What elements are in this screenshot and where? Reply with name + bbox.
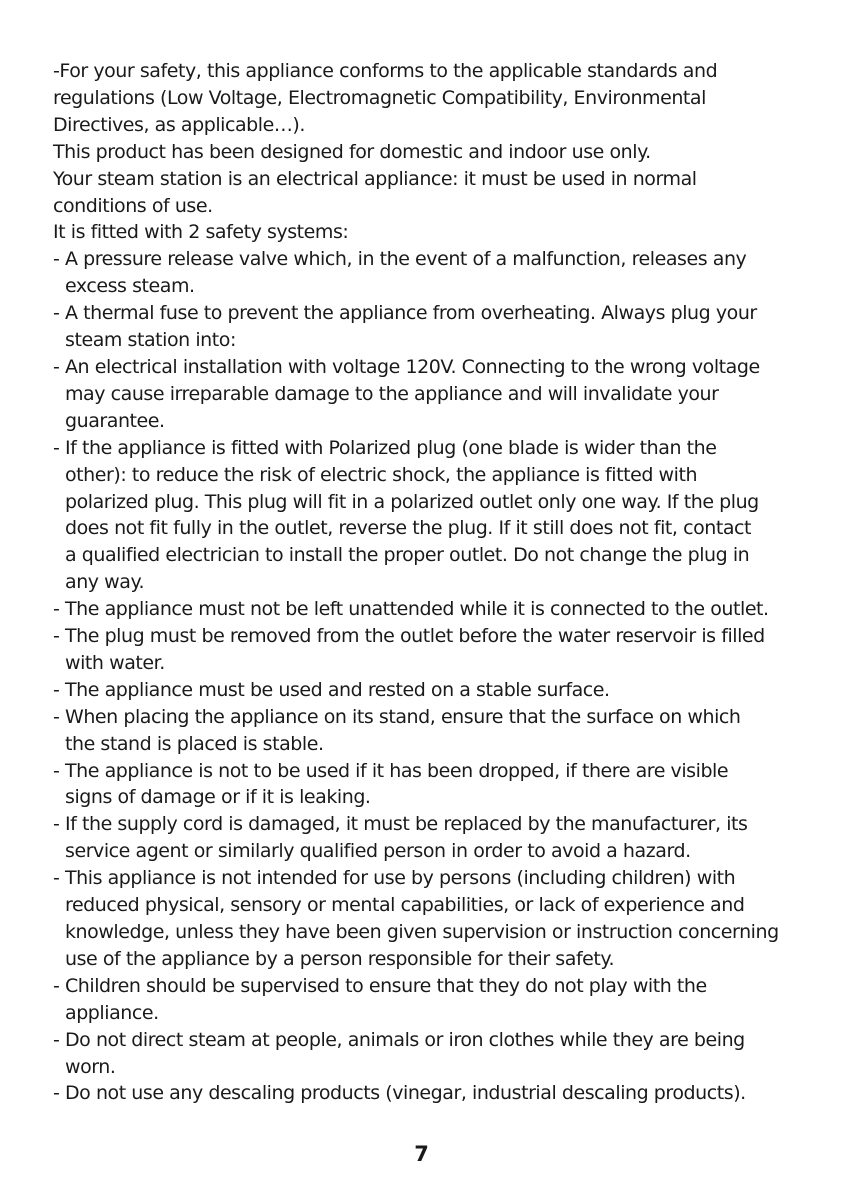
- bullet-line: - The appliance must not be left unattended while it is connected to the outlet.: [53, 598, 769, 621]
- bullet-line: a qualified electrician to install the proper outlet. Do not change the plug in: [65, 544, 750, 567]
- bullet-item-supply-cord: [53, 811, 793, 865]
- intro-line: It is fitted with 2 safety systems:: [53, 221, 349, 244]
- bullet-line: - A thermal fuse to prevent the appliance from overheating. Always plug your: [53, 302, 757, 325]
- bullet-item-stand: [53, 704, 793, 758]
- bullet-line: - A pressure release valve which, in the event of a malfunction, releases any: [53, 248, 747, 271]
- bullet-item-dropped: [53, 758, 793, 812]
- bullet-line: - The appliance is not to be used if it has been dropped, if there are visible: [53, 759, 729, 782]
- bullet-line: - The appliance must be used and rested on a stable surface.: [53, 678, 610, 701]
- bullet-line: service agent or similarly qualified person in order to avoid a hazard.: [65, 840, 691, 863]
- intro-line: Your steam station is an electrical appliance: it must be used in normal: [53, 167, 697, 190]
- safety-instructions-text: [53, 58, 793, 1107]
- page-number: 7: [414, 1142, 429, 1166]
- bullet-line: - Do not direct steam at people, animals or iron clothes while they are being: [53, 1028, 745, 1051]
- bullet-line: worn.: [65, 1055, 116, 1078]
- bullet-item-children: [53, 973, 793, 1027]
- bullet-line: - If the appliance is fitted with Polarized plug (one blade is wider than the: [53, 436, 717, 459]
- bullet-item-capabilities: [53, 865, 793, 973]
- bullet-line: other): to reduce the risk of electric shock, the appliance is fitted with: [65, 463, 698, 486]
- bullet-line: - The plug must be removed from the outlet before the water reservoir is filled: [53, 625, 765, 648]
- bullet-line: - An electrical installation with voltage 120V. Connecting to the wrong voltage: [53, 355, 760, 378]
- bullet-item-unattended: [53, 596, 793, 623]
- bullet-line: signs of damage or if it is leaking.: [65, 786, 371, 809]
- bullet-line: - If the supply cord is damaged, it must be replaced by the manufacturer, its: [53, 813, 748, 836]
- bullet-line: steam station into:: [65, 329, 236, 352]
- bullet-item-thermal-fuse: [53, 300, 793, 354]
- bullet-line: use of the appliance by a person responsible for their safety.: [65, 947, 615, 970]
- bullet-item-polarized-plug: [53, 435, 793, 596]
- bullet-line: appliance.: [65, 1001, 159, 1024]
- bullet-item-voltage: [53, 354, 793, 435]
- bullet-line: with water.: [65, 651, 165, 674]
- intro-line: This product has been designed for domestic and indoor use only.: [53, 140, 651, 163]
- intro-line: -For your safety, this appliance conforms to the applicable standards and: [53, 60, 718, 82]
- bullet-line: - When placing the appliance on its stand, ensure that the surface on which: [53, 705, 741, 728]
- bullet-line: may cause irreparable damage to the appliance and will invalidate your: [65, 382, 719, 405]
- intro-line: conditions of use.: [53, 194, 213, 217]
- bullet-item-pressure-valve: [53, 246, 793, 300]
- intro-line: regulations (Low Voltage, Electromagnetic Compatibility, Environmental: [53, 86, 706, 109]
- bullet-line: does not fit fully in the outlet, reverse the plug. If it still does not fit, contact: [65, 517, 752, 540]
- bullet-line: - This appliance is not intended for use by persons (including children) with: [53, 867, 736, 890]
- bullet-line: any way.: [65, 571, 145, 594]
- intro-paragraph: [53, 58, 793, 246]
- bullet-item-descaling: [53, 1080, 793, 1107]
- bullet-item-remove-plug: [53, 623, 793, 677]
- bullet-item-direct-steam: [53, 1027, 793, 1081]
- bullet-line: excess steam.: [65, 275, 195, 298]
- bullet-line: guarantee.: [65, 409, 165, 432]
- bullet-line: polarized plug. This plug will fit in a polarized outlet only one way. If the plug: [65, 490, 759, 513]
- bullet-line: - Do not use any descaling products (vinegar, industrial descaling products).: [53, 1082, 746, 1105]
- bullet-line: reduced physical, sensory or mental capabilities, or lack of experience and: [65, 894, 745, 917]
- bullet-line: - Children should be supervised to ensure that they do not play with the: [53, 974, 707, 997]
- bullet-item-stable-surface: [53, 677, 793, 704]
- bullet-line: the stand is placed is stable.: [65, 732, 324, 755]
- bullet-line: knowledge, unless they have been given supervision or instruction concerning: [65, 921, 779, 943]
- intro-line: Directives, as applicable…).: [53, 113, 305, 136]
